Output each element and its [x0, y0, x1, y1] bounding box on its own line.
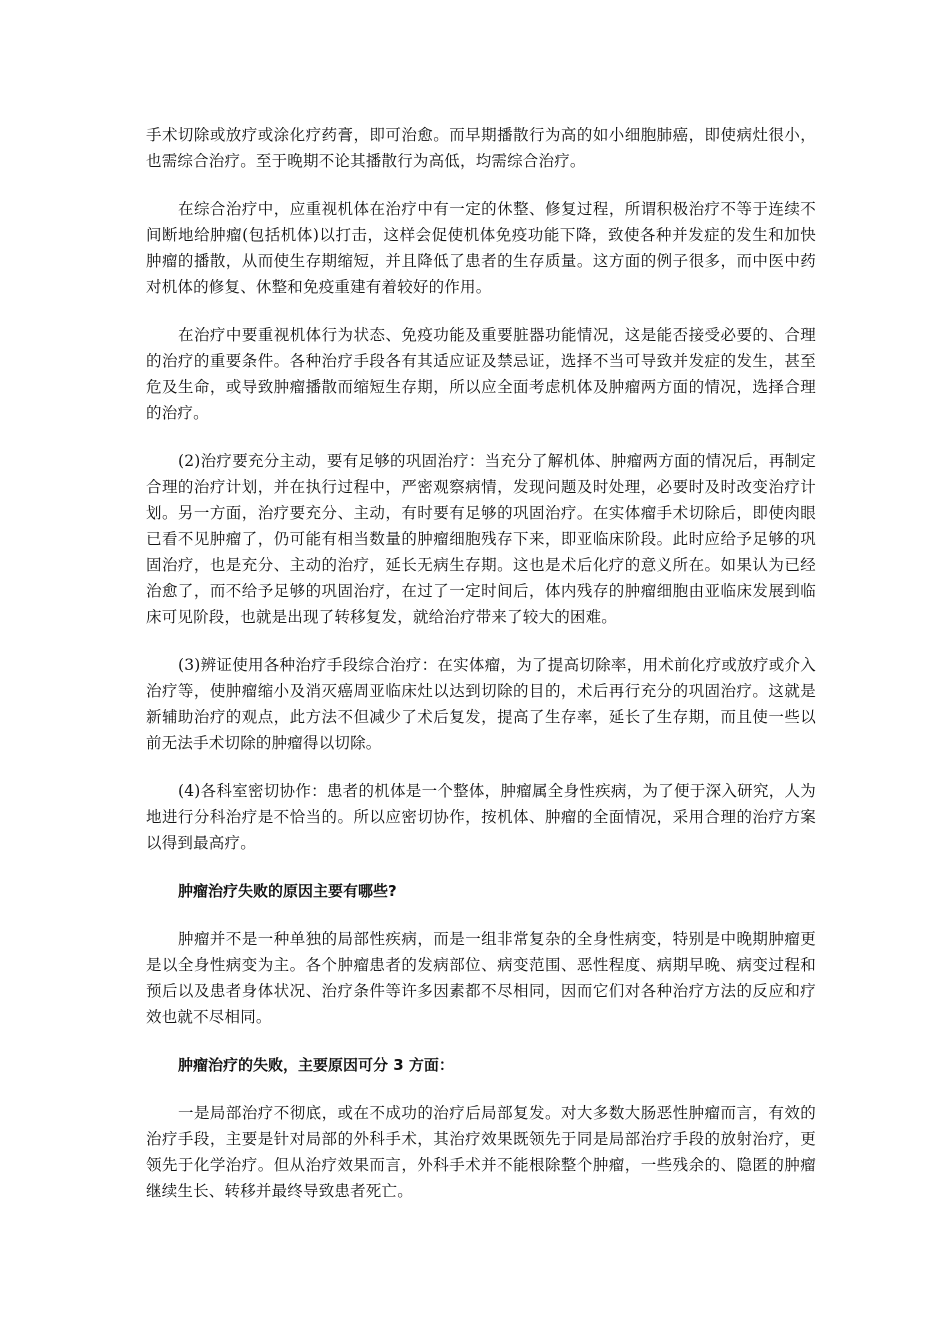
section-heading-1: 肿瘤治疗失败的原因主要有哪些? — [178, 882, 397, 900]
paragraph-7: 肿瘤并不是一种单独的局部性疾病，而是一组非常复杂的全身性病变，特别是中晚期肿瘤更是以全身性病变为主。各个肿瘤患者的发病部位、病变范围、恶性程度、病期早晚、病变过程和预后以及患者身体状况、治疗条件等许多因素都不尽相同，因而它们对各种治疗方法的反应和疗效也就不尽相同。 — [146, 930, 816, 1026]
paragraph-2: 在综合治疗中，应重视机体在治疗中有一定的休整、修复过程，所谓积极治疗不等于连续不间断地给肿瘤(包括机体)以打击，这样会促使机体免疫功能下降，致使各种并发症的发生和加快肿瘤的播散，从而使生存期缩短，并且降低了患者的生存质量。这方面的例子很多，而中医中药对机体的修复、休整和免疫重建有着较好的作用。 — [146, 200, 816, 296]
paragraph-1: 手术切除或放疗或涂化疗药膏，即可治愈。而早期播散行为高的如小细胞肺癌，即使病灶很小，也需综合治疗。至于晚期不论其播散行为高低，均需综合治疗。 — [146, 126, 816, 170]
paragraph-3: 在治疗中要重视机体行为状态、免疫功能及重要脏器功能情况，这是能否接受必要的、合理的治疗的重要条件。各种治疗手段各有其适应证及禁忌证，选择不当可导致并发症的发生，甚至危及生命，或导致肿瘤播散而缩短生存期，所以应全面考虑机体及肿瘤两方面的情况，选择合理的治疗。 — [146, 326, 816, 422]
section-heading-2: 肿瘤治疗的失败，主要原因可分 3 方面： — [178, 1056, 454, 1074]
paragraph-4: (2)治疗要充分主动，要有足够的巩固治疗：当充分了解机体、肿瘤两方面的情况后，再制定合理的治疗计划，并在执行过程中，严密观察病情，发现问题及时处理，必要时及时改变治疗计划。另一方面，治疗要充分、主动，有时要有足够的巩固治疗。在实体瘤手术切除后，即使肉眼已看不见肿瘤了，仍可能有相当数量的肿瘤细胞残存下来，即亚临床阶段。此时应给予足够的巩固治疗，也是充分、主动的治疗，延长无病生存期。这也是术后化疗的意义所在。如果认为已经治愈了，而不给予足够的巩固治疗，在过了一定时间后，体内残存的肿瘤细胞由亚临床发展到临床可见阶段，也就是出现了转移复发，就给治疗带来了较大的困难。 — [146, 452, 816, 626]
paragraph-6: (4)各科室密切协作：患者的机体是一个整体，肿瘤属全身性疾病，为了便于深入研究，人为地进行分科治疗是不恰当的。所以应密切协作，按机体、肿瘤的全面情况，采用合理的治疗方案以得到最高疗。 — [146, 782, 816, 852]
paragraph-8: 一是局部治疗不彻底，或在不成功的治疗后局部复发。对大多数大肠恶性肿瘤而言，有效的治疗手段，主要是针对局部的外科手术，其治疗效果既领先于同是局部治疗手段的放射治疗，更领先于化学治疗。但从治疗效果而言，外科手术并不能根除整个肿瘤，一些残余的、隐匿的肿瘤继续生长、转移并最终导致患者死亡。 — [146, 1104, 816, 1200]
document-body — [146, 122, 816, 1226]
paragraph-5: (3)辨证使用各种治疗手段综合治疗：在实体瘤，为了提高切除率，用术前化疗或放疗或介入治疗等，使肿瘤缩小及消灭癌周亚临床灶以达到切除的目的，术后再行充分的巩固治疗。这就是新辅助治疗的观点，此方法不但减少了术后复发，提高了生存率，延长了生存期，而且使一些以前无法手术切除的肿瘤得以切除。 — [146, 656, 816, 752]
